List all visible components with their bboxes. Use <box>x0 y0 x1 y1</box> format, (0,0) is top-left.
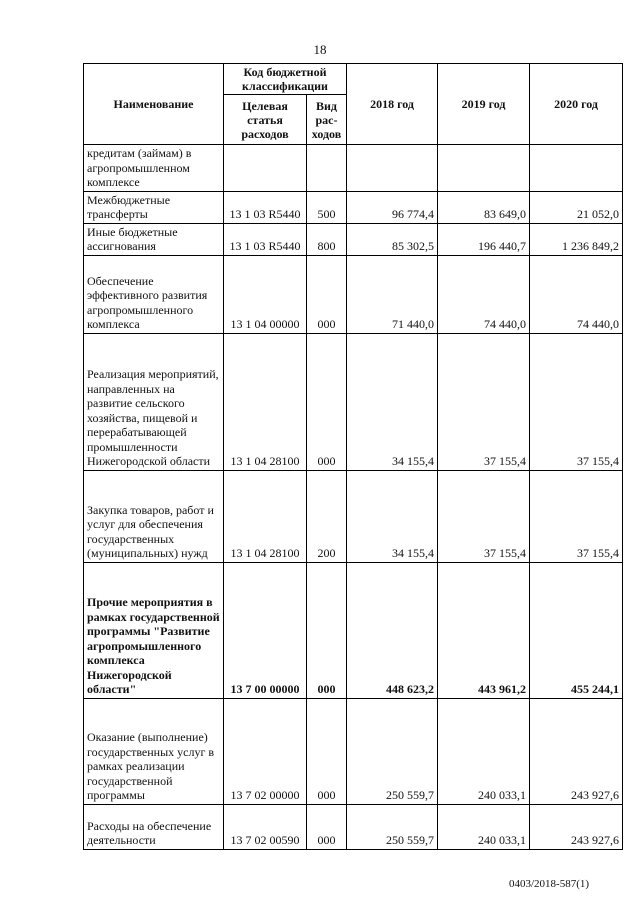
row-name: Закупка товаров, работ и услуг для обеспечения государственных (муниципальных) нужд <box>84 470 224 562</box>
row-value-2018: 448 623,2 <box>347 562 438 698</box>
row-value-2018: 34 155,4 <box>347 470 438 562</box>
table-row <box>84 562 623 698</box>
row-expense-type: 000 <box>307 804 347 849</box>
row-value-2018: 250 559,7 <box>347 698 438 804</box>
row-target-code: 13 1 03 R5440 <box>224 191 307 223</box>
row-target-code <box>224 145 307 192</box>
table-row <box>84 804 623 849</box>
document-code: 0403/2018-587(1) <box>509 878 590 890</box>
row-value-2019: 37 155,4 <box>438 333 530 470</box>
row-value-2018: 85 302,5 <box>347 223 438 255</box>
row-value-2019: 196 440,7 <box>438 223 530 255</box>
row-expense-type: 200 <box>307 470 347 562</box>
row-value-2019: 74 440,0 <box>438 255 530 333</box>
header-code-group: Код бюджетной классификации <box>224 64 347 95</box>
row-expense-type <box>307 145 347 192</box>
header-name: Наименование <box>84 64 224 145</box>
row-expense-type: 000 <box>307 333 347 470</box>
row-value-2020: 21 052,0 <box>530 191 623 223</box>
row-value-2020: 37 155,4 <box>530 333 623 470</box>
header-2020: 2020 год <box>530 64 623 145</box>
row-value-2019 <box>438 145 530 192</box>
row-value-2018: 250 559,7 <box>347 804 438 849</box>
row-value-2020: 37 155,4 <box>530 470 623 562</box>
row-expense-type: 000 <box>307 698 347 804</box>
row-name: Расходы на обеспечение деятельности <box>84 804 224 849</box>
row-value-2019: 83 649,0 <box>438 191 530 223</box>
row-value-2020: 243 927,6 <box>530 804 623 849</box>
row-expense-type: 000 <box>307 255 347 333</box>
row-value-2018: 96 774,4 <box>347 191 438 223</box>
row-target-code: 13 1 04 00000 <box>224 255 307 333</box>
row-name: Обеспечение эффективного развития агропромышленного комплекса <box>84 255 224 333</box>
row-value-2018: 71 440,0 <box>347 255 438 333</box>
row-target-code: 13 7 02 00000 <box>224 698 307 804</box>
row-name: кредитам (займам) в агропромышленном комплексе <box>84 145 224 192</box>
row-value-2020: 455 244,1 <box>530 562 623 698</box>
row-target-code: 13 7 00 00000 <box>224 562 307 698</box>
row-value-2020: 243 927,6 <box>530 698 623 804</box>
table-row <box>84 698 623 804</box>
table-row <box>84 191 623 223</box>
row-name: Реализация мероприятий, направленных на развитие сельского хозяйства, пищевой и перерабатывающей промышленности Нижегородской области <box>84 333 224 470</box>
budget-table <box>83 63 623 850</box>
row-expense-type: 800 <box>307 223 347 255</box>
row-name: Межбюджетные трансферты <box>84 191 224 223</box>
row-name: Оказание (выполнение) государственных услуг в рамках реализации государственной программы <box>84 698 224 804</box>
row-value-2020: 1 236 849,2 <box>530 223 623 255</box>
row-name: Иные бюджетные ассигнования <box>84 223 224 255</box>
row-target-code: 13 7 02 00590 <box>224 804 307 849</box>
header-type: Вид рас-ходов <box>307 95 347 145</box>
table-row <box>84 470 623 562</box>
row-value-2019: 37 155,4 <box>438 470 530 562</box>
row-expense-type: 500 <box>307 191 347 223</box>
header-2018: 2018 год <box>347 64 438 145</box>
table-row <box>84 255 623 333</box>
table-row <box>84 333 623 470</box>
row-value-2020 <box>530 145 623 192</box>
row-value-2020: 74 440,0 <box>530 255 623 333</box>
row-target-code: 13 1 04 28100 <box>224 333 307 470</box>
row-target-code: 13 1 04 28100 <box>224 470 307 562</box>
header-target: Целевая статья расходов <box>224 95 307 145</box>
page-number: 18 <box>313 42 327 57</box>
row-target-code: 13 1 03 R5440 <box>224 223 307 255</box>
row-value-2018: 34 155,4 <box>347 333 438 470</box>
row-value-2018 <box>347 145 438 192</box>
row-value-2019: 240 033,1 <box>438 804 530 849</box>
table-row <box>84 145 623 192</box>
header-2019: 2019 год <box>438 64 530 145</box>
table-row <box>84 223 623 255</box>
row-value-2019: 443 961,2 <box>438 562 530 698</box>
table-body <box>84 145 623 850</box>
row-expense-type: 000 <box>307 562 347 698</box>
row-name: Прочие мероприятия в рамках государственной программы "Развитие агропромышленного комплекса Нижегородской области" <box>84 562 224 698</box>
row-value-2019: 240 033,1 <box>438 698 530 804</box>
